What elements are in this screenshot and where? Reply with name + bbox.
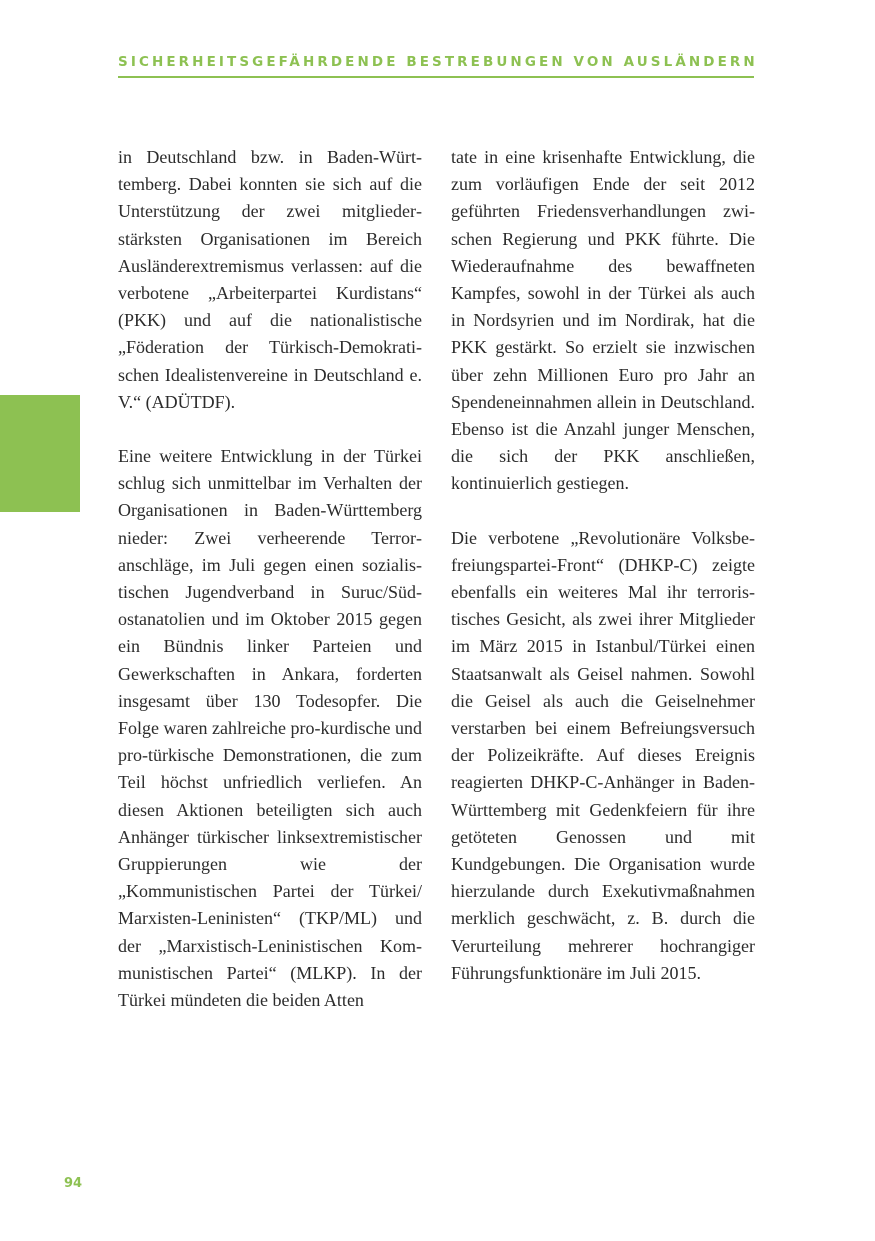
right-column	[451, 144, 755, 987]
left-paragraph-1: in Deutschland bzw. in Baden-Württemberg. Dabei konnten sie sich auf die Unterstützung der zwei mitgliederstärksten Organisationen im Bereich Ausländerextremismus verlassen: auf die verbotene „Arbeiterpartei Kurdistans“ (PKK) und auf die nationalistische „Föderation der Türkisch-Demokratischen Idealistenvereine in Deutschland e. V.“ (ADÜTDF).	[118, 147, 422, 412]
header-rule	[118, 76, 754, 78]
chapter-marker-tab	[0, 395, 80, 512]
left-paragraph-2: Eine weitere Entwicklung in der Türkei schlug sich unmittelbar im Verhalten der Organisationen in Baden-Württemberg nieder: Zwei verheerende Terroranschläge, im Juli gegen einen sozialistischen Jugendverband in Suruc/Südostanatolien und im Oktober 2015 gegen ein Bündnis linker Parteien und Gewerkschaften in Ankara, forderten insgesamt über 130 Todesopfer. Die Folge waren zahlreiche pro-kurdische und pro-türkische Demonstrationen, die zum Teil höchst unfriedlich verliefen. An diesen Aktionen beteiligten sich auch Anhänger türkischer linksextremistischer Gruppierungen wie der „Kommunistischen Partei der Türkei/​Marxisten-Leninisten“ (TKP/ML) und der „Marxistisch-Leninistischen Kommunistischen Partei“ (MLKP). In der Türkei mündeten die beiden Atten	[118, 446, 422, 1011]
right-paragraph-2: Die verbotene „Revolutionäre Volksbefreiungspartei-Front“ (DHKP-C) zeigte ebenfalls ein weiteres Mal ihr terroristisches Gesicht, als zwei ihrer Mitglieder im März 2015 in Istanbul/Türkei einen Staatsanwalt als Geisel nahmen. Sowohl die Geisel als auch die Geiselnehmer verstarben bei einem Befreiungsversuch der Polizeikräfte. Auf dieses Ereignis reagierten DHKP-C-Anhänger in Baden-Württemberg mit Gedenkfeiern für ihre getöteten Genossen und mit Kundgebungen. Die Organisation wurde hierzulande durch Exekutivmaßnahmen merklich geschwächt, z. B. durch die Verurteilung mehrerer hochrangiger Führungsfunktionäre im Juli 2015.	[451, 527, 755, 983]
page-number: 94	[64, 1176, 83, 1191]
running-title: SICHERHEITSGEFÄHRDENDE BESTREBUNGEN VON AUSLÄNDERN	[118, 54, 758, 70]
right-paragraph-1: tate in eine krisenhafte Entwicklung, die zum vorläufigen Ende der seit 2012 geführten Friedensverhandlungen zwischen Regierung und PKK führte. Die Wiederaufnahme des bewaffneten Kampfes, sowohl in der Türkei als auch in Nordsyrien und im Nordirak, hat die PKK gestärkt. So erzielt sie inzwischen über zehn Millionen Euro pro Jahr an Spendeneinnahmen allein in Deutschland. Ebenso ist die Anzahl junger Menschen, die sich der PKK anschließen, kontinuierlich gestiegen.	[451, 147, 755, 494]
left-column	[118, 144, 422, 1014]
